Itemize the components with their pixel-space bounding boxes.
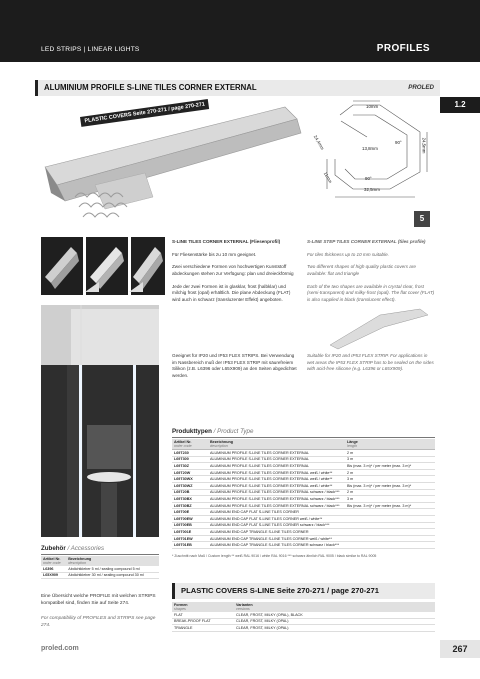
application-photo <box>41 305 159 537</box>
product-types-title <box>172 428 435 438</box>
de-p3: Jede der zwei Formen ist in glasklar, frost (halbklar) und milchig frost (opal) erhältlich. Die plane Abdeckung (FLAT) wird auch in schwarz (transluzenter Effekt) angeboten. <box>172 283 291 302</box>
accessories-title <box>41 545 159 555</box>
table-row: L65X909 Abdichtkleber 30 ml / sealing compound 30 ml <box>41 572 159 579</box>
dim-bottom: 32,5mm <box>364 187 380 192</box>
table-row: L69T30WX ALUMINIUM PROFILE S-LINE TILES CORNER EXTERNAL weiß / white** 3 m <box>172 476 435 483</box>
table-row: L69T00EW ALUMINIUM END CAP FLAT S-LINE TILES CORNER weiß / white** <box>172 515 435 522</box>
dim-angle-bottom: 90° <box>365 176 372 181</box>
dim-right-vert: 24,5mm <box>421 137 427 154</box>
col-code: Artikel Nr. order code <box>172 439 208 450</box>
table-footnote: * Zuschnitt nach Maß / Custom length ** weiß RAL 9016 / white RAL 9016 *** schwarz ähnlich RAL 9005 / black similar to RAL 9005 <box>172 554 377 558</box>
warranty-badge: 5 <box>414 211 430 227</box>
table-row: L69T001E ALUMINIUM END CAP TRIANGLE S-LINE TILES CORNER <box>172 529 435 536</box>
profile-photo-1 <box>41 237 83 295</box>
section-number: 1.2 <box>440 97 480 113</box>
page-number: 267 <box>440 640 480 658</box>
accessories-heading: Zubehör <box>41 545 66 552</box>
en-p2: Two different shapes of high quality plastic covers are available: flat and triangle <box>307 264 416 276</box>
corner-closeup-photo <box>320 305 435 350</box>
product-title: ALUMINIUM PROFILE S-LINE TILES CORNER EXTERNAL <box>44 83 257 92</box>
table-row: L69T01EB ALUMINIUM END CAP TRIANGLE S-LINE TILES CORNER schwarz / black*** <box>172 542 435 549</box>
dim-angle-top: 90° <box>395 140 402 145</box>
description-en <box>307 239 435 310</box>
table-row: TRIANGLE CLEAR, FROST, MILKY (OPAL) <box>172 625 435 632</box>
table-row: L69T30Z ALUMINIUM PROFILE S-LINE TILES CORNER EXTERNAL Bis (max. 3 m)* / per meter (max. 3 m)* <box>172 463 435 470</box>
product-title-bar <box>35 80 440 96</box>
table-row: L69T230 ALUMINIUM PROFILE S-LINE TILES CORNER EXTERNAL 2 m <box>172 450 435 457</box>
de-p2: Zwei verschiedene Formen von hochwertigen Kunststoff abdeckungen stehen zur Verfügung: plan und dreieckförmig <box>172 264 294 276</box>
acc-col-desc: Bezeichnung description <box>66 556 159 566</box>
page-header <box>0 0 480 62</box>
cover-reference-tag: PLASTIC COVERS Seite 270-271 / page 270-271 <box>80 99 209 127</box>
ip-note-de: Geeignet für IP20 und IP53 FLEX STRIPS. Bei Verwendung im Nassbereich muß der IP53 FLEX STRIP mit säurefreiem Silikon (z.B. L6396 oder L65X909) an den Seiten abgedichtet werden. <box>172 353 297 378</box>
product-types-heading-en: / Product Type <box>213 428 254 435</box>
accessories-heading-en: / Accessories <box>67 545 105 552</box>
header-category: LED STRIPS | LINEAR LIGHTS <box>41 46 140 53</box>
table-row: BREAK-PROOF FLAT CLEAR, FROST, MILKY (OPAL) <box>172 618 435 625</box>
description-de <box>172 239 300 310</box>
compat-note-en: For compatibility of PROFILES and STRIPS see page 274. <box>41 616 156 628</box>
pc-col-var: Varianten versions <box>234 602 435 612</box>
col-desc: Bezeichnung description <box>208 439 345 450</box>
en-p1: For tiles thickness up to 10 mm suitable. <box>307 251 389 257</box>
product-types-heading: Produkttypen <box>172 428 212 435</box>
dim-top: 10mm <box>366 104 379 109</box>
acc-col-code: Artikel Nr. order code <box>41 556 66 566</box>
table-row: L69T01EW ALUMINIUM END CAP TRIANGLE S-LINE TILES CORNER weiß / white** <box>172 535 435 542</box>
col-len: Länge length <box>345 439 435 450</box>
de-title: S-LINE TILES CORNER EXTERNAL (Fliesenprofil) <box>172 239 281 244</box>
dim-left-vert: 11mm <box>322 171 334 184</box>
pc-col-shape: Formen shapes <box>172 602 234 612</box>
plastic-covers-table <box>172 602 435 632</box>
table-row: L69T20B ALUMINIUM PROFILE S-LINE TILES CORNER EXTERNAL schwarz / black*** 2 m <box>172 489 435 496</box>
en-title: S-LINE STEP TILES CORNER EXTERNAL (tiles profile) <box>307 239 426 244</box>
footer-url: proled.com <box>41 645 79 652</box>
table-row: L69T30BZ ALUMINIUM PROFILE S-LINE TILES CORNER EXTERNAL schwarz / black*** Bis (max. 3 m)* / per meter (max. 3 m)* <box>172 502 435 509</box>
accessories-table <box>41 556 159 579</box>
brand-logo: PROLED <box>408 84 434 91</box>
dim-mid: 13,8mm <box>362 146 378 151</box>
table-row: FLAT CLEAR, FROST, MILKY (OPAL), BLACK <box>172 612 435 618</box>
table-row: L69T30BX ALUMINIUM PROFILE S-LINE TILES CORNER EXTERNAL schwarz / black*** 3 m <box>172 496 435 503</box>
table-row: L69T30WZ ALUMINIUM PROFILE S-LINE TILES CORNER EXTERNAL weiß / white** Bis (max. 3 m)* / per meter (max. 3 m)* <box>172 482 435 489</box>
ip-note-en: Suitable for IP20 and IP53 FLEX STRIP. For applications in wet areas the IP53 FLEX STRIP has to be sealed on the sides with acid-free silicone (e.g. L6396 or L65X909). <box>307 353 434 372</box>
de-p1: Für Fliesenstärke bis zu 10 mm geeignet. <box>172 251 257 257</box>
en-p3: Each of the two shapes are available in crystal clear, frost (semi-transparent) and milky-frost (opal). The flat cover (FLAT) is also supplied in black (translucent effect). <box>307 283 435 302</box>
product-types-table <box>172 439 435 549</box>
plastic-covers-title: PLASTIC COVERS S-LINE Seite 270-271 / page 270-271 <box>181 586 379 595</box>
table-row: L69T20W ALUMINIUM PROFILE S-LINE TILES CORNER EXTERNAL weiß / white** 2 m <box>172 469 435 476</box>
compat-note-de: Eine Übersicht welche PROFILE mit welchen STRIPS kompatibel sind, finden Sie auf Seite 274. <box>41 594 156 606</box>
end-cap-photo-1 <box>85 282 99 292</box>
plastic-covers-bar <box>172 583 435 599</box>
end-cap-photo-2 <box>129 282 143 292</box>
table-row: L69T00EB ALUMINIUM END CAP FLAT S-LINE TILES CORNER schwarz / black*** <box>172 522 435 529</box>
table-row: L69T00E ALUMINIUM END CAP FLAT S-LINE TILES CORNER <box>172 509 435 516</box>
table-row: L6396 Abdichtkleber 5 ml / sealing compound 5 ml <box>41 566 159 572</box>
header-section: PROFILES <box>376 43 430 54</box>
table-row: L69T300 ALUMINIUM PROFILE S-LINE TILES CORNER EXTERNAL 3 m <box>172 456 435 463</box>
dim-left-diag: 24,4mm <box>312 134 326 151</box>
